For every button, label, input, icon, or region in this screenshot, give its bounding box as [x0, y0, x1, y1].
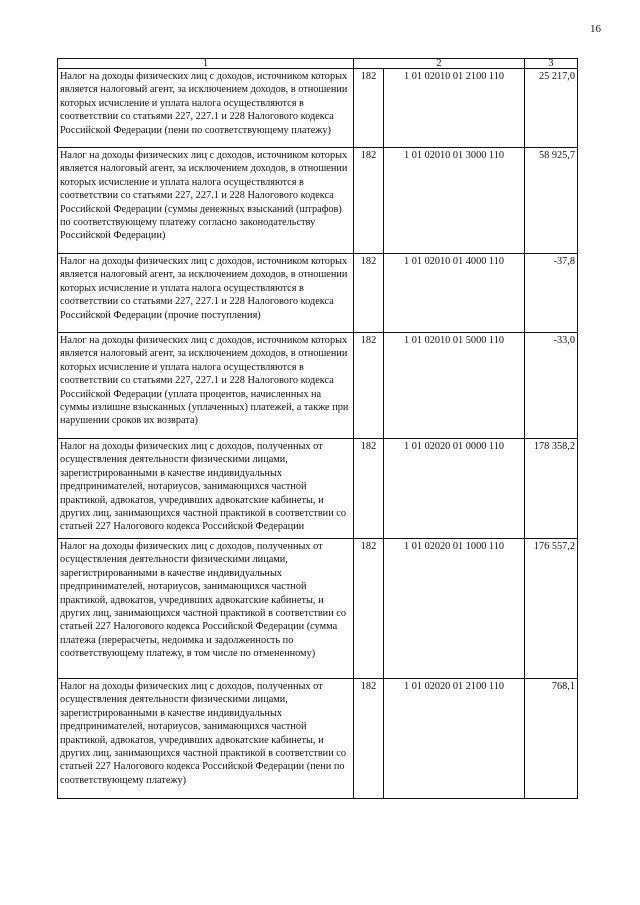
- table-row: [58, 254, 578, 333]
- table-row: [58, 333, 578, 439]
- row-amount: -33,0: [525, 333, 578, 439]
- row-amount: 178 358,2: [525, 439, 578, 539]
- row-name: Налог на доходы физических лиц с доходов, источником которых является налоговый агент, за исключением доходов, в отношении которых исчисление и уплата налога осуществляются в соответствии со статьями 227, 227.1 и 228 Налогового кодекса Российской Федерации (суммы денежных взысканий (штрафов) по соответствующему платежу согласно законодательству Российской Федерации): [58, 148, 354, 254]
- header-cell-3: 3: [525, 59, 578, 69]
- row-admin-code: 182: [354, 439, 384, 539]
- row-name: Налог на доходы физических лиц с доходов, источником которых является налоговый агент, за исключением доходов, в отношении которых исчисление и уплата налога осуществляются в соответствии со статьями 227, 227.1 и 228 Налогового кодекса Российской Федерации (уплата процентов, начисленных на суммы излишне взысканных (уплаченных) платежей, а также при нарушении сроков их возврата): [58, 333, 354, 439]
- row-budget-code: 1 01 02020 01 2100 110: [384, 679, 525, 799]
- row-admin-code: 182: [354, 333, 384, 439]
- page-number: 16: [590, 23, 601, 35]
- row-admin-code: 182: [354, 539, 384, 679]
- row-budget-code: 1 01 02010 01 2100 110: [384, 69, 525, 148]
- row-admin-code: 182: [354, 679, 384, 799]
- table-header-row: [58, 59, 578, 69]
- header-cell-1: 1: [58, 59, 354, 69]
- row-name: Налог на доходы физических лиц с доходов, полученных от осуществления деятельности физическими лицами, зарегистрированными в качестве индивидуальных предпринимателей, нотариусов, занимающихся частной практикой, адвокатов, учредивших адвокатские кабинеты, и других лиц, занимающихся частной практикой в соответствии со статьей 227 Налогового кодекса Российской Федерации (пени по соответствующему платежу): [58, 679, 354, 799]
- table-row: [58, 439, 578, 539]
- row-admin-code: 182: [354, 69, 384, 148]
- table-row: [58, 539, 578, 679]
- row-budget-code: 1 01 02010 01 5000 110: [384, 333, 525, 439]
- table-row: [58, 148, 578, 254]
- row-name: Налог на доходы физических лиц с доходов, источником которых является налоговый агент, за исключением доходов, в отношении которых исчисление и уплата налога осуществляются в соответствии со статьями 227, 227.1 и 228 Налогового кодекса Российской Федерации (пени по соответствующему платежу): [58, 69, 354, 148]
- row-amount: 25 217,0: [525, 69, 578, 148]
- table-row: [58, 69, 578, 148]
- row-admin-code: 182: [354, 254, 384, 333]
- row-name: Налог на доходы физических лиц с доходов, источником которых является налоговый агент, за исключением доходов, в отношении которых исчисление и уплата налога осуществляются в соответствии со статьями 227, 227.1 и 228 Налогового кодекса Российской Федерации (прочие поступления): [58, 254, 354, 333]
- row-budget-code: 1 01 02020 01 0000 110: [384, 439, 525, 539]
- table-row: [58, 679, 578, 799]
- row-budget-code: 1 01 02020 01 1000 110: [384, 539, 525, 679]
- row-amount: -37,8: [525, 254, 578, 333]
- revenue-table: [57, 58, 578, 799]
- row-budget-code: 1 01 02010 01 4000 110: [384, 254, 525, 333]
- row-admin-code: 182: [354, 148, 384, 254]
- row-name: Налог на доходы физических лиц с доходов, полученных от осуществления деятельности физическими лицами, зарегистрированными в качестве индивидуальных предпринимателей, нотариусов, занимающихся частной практикой, адвокатов, учредивших адвокатские кабинеты, и других лиц, занимающихся частной практикой в соответствии со статьей 227 Налогового кодекса Российской Федерации (сумма платежа (перерасчеты, недоимка и задолженность по соответствующему платежу, в том числе по отмененному): [58, 539, 354, 679]
- header-cell-2: 2: [354, 59, 525, 69]
- row-amount: 58 925,7: [525, 148, 578, 254]
- row-name: Налог на доходы физических лиц с доходов, полученных от осуществления деятельности физическими лицами, зарегистрированными в качестве индивидуальных предпринимателей, нотариусов, занимающихся частной практикой, адвокатов, учредивших адвокатские кабинеты, и других лиц, занимающихся частной практикой в соответствии со статьей 227 Налогового кодекса Российской Федерации: [58, 439, 354, 539]
- row-amount: 176 557,2: [525, 539, 578, 679]
- row-budget-code: 1 01 02010 01 3000 110: [384, 148, 525, 254]
- row-amount: 768,1: [525, 679, 578, 799]
